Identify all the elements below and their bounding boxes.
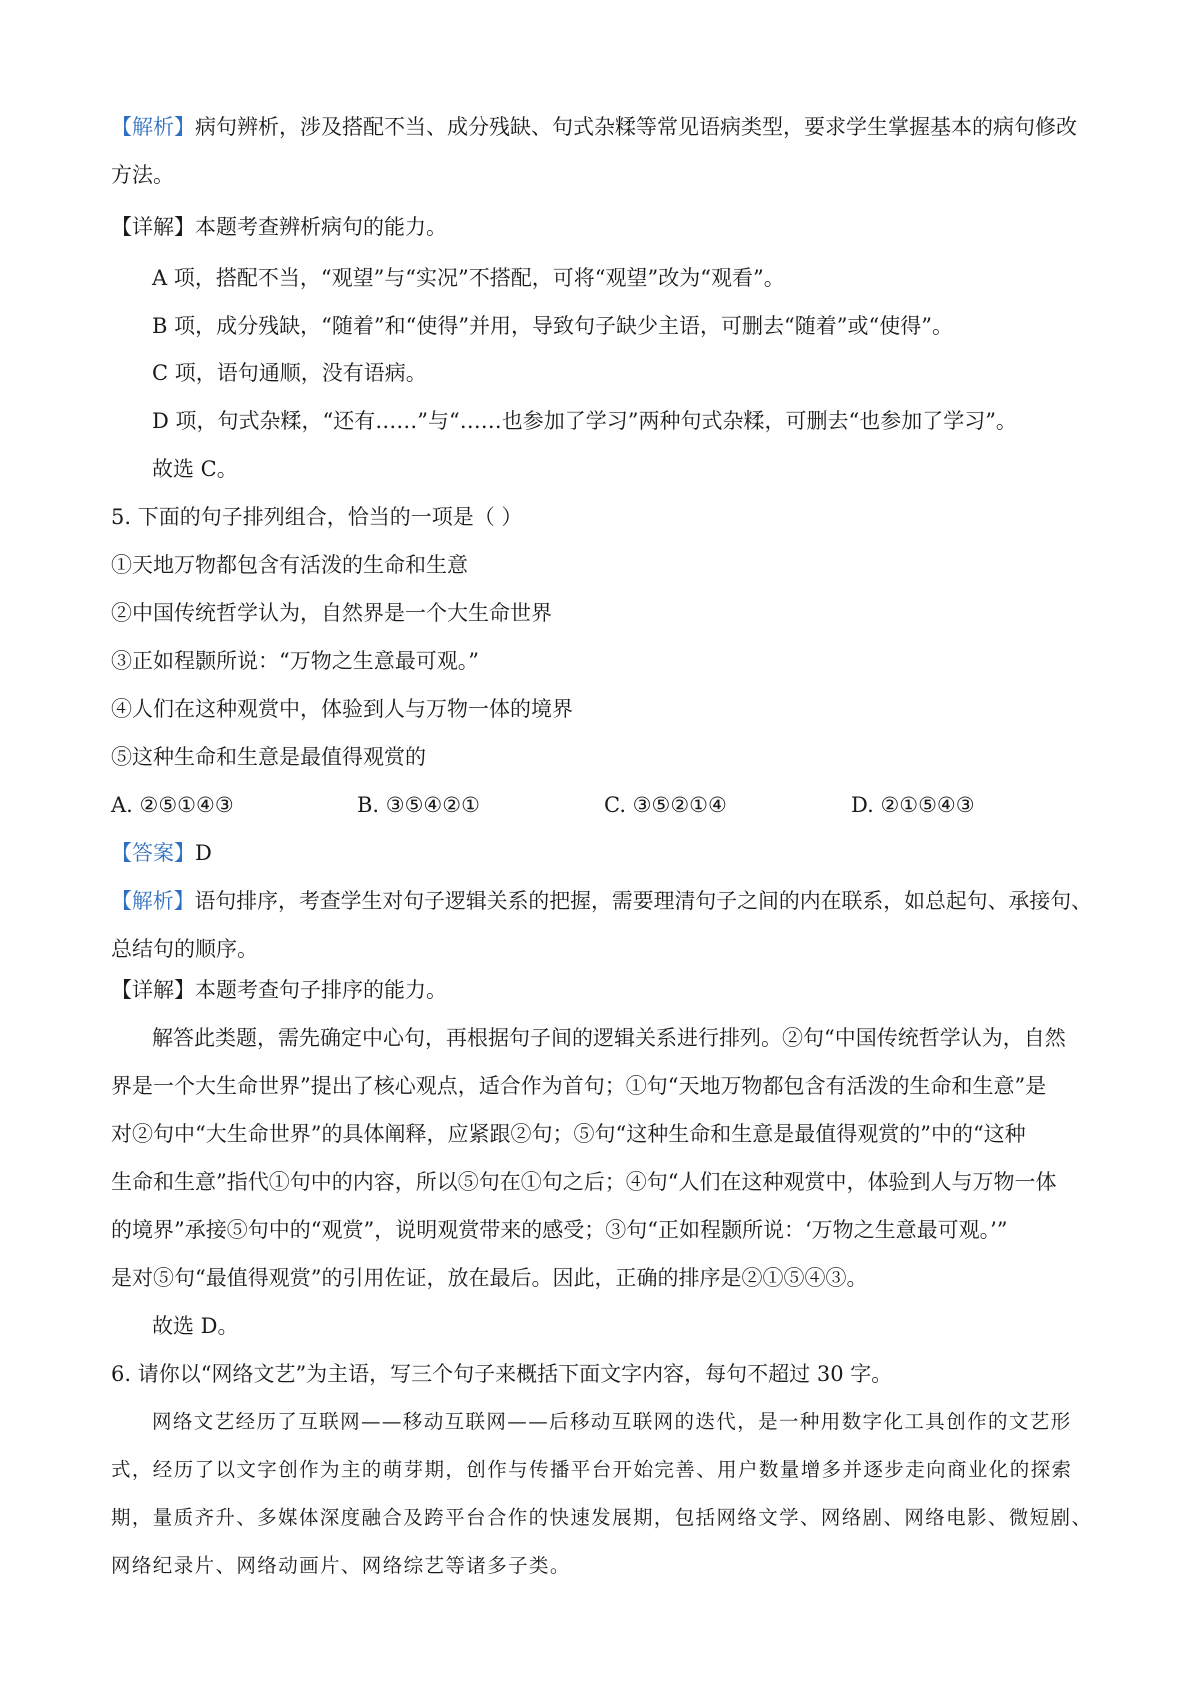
- option-c: C. ③⑤②①④: [604, 793, 727, 817]
- detail-text: 本题考查辨析病句的能力。: [195, 215, 447, 239]
- answer-tag: 【答案】: [111, 841, 195, 865]
- detail-tag: 【详解】: [111, 215, 195, 239]
- q4-item-c: C 项，语句通顺，没有语病。: [152, 361, 427, 385]
- q5-sentence-2: ②中国传统哲学认为，自然界是一个大生命世界: [111, 601, 552, 625]
- detail-text: 本题考查句子排序的能力。: [195, 978, 447, 1002]
- q6-passage-line1: 网络文艺经历了互联网——移动互联网——后移动互联网的迭代，是一种用数字化工具创作的文艺形: [152, 1410, 1072, 1433]
- q4-item-a: A 项，搭配不当，“观望”与“实况”不搭配，可将“观望”改为“观看”。: [152, 266, 785, 290]
- q5-explain-line1: 解答此类题，需先确定中心句，再根据句子间的逻辑关系进行排列。②句“中国传统哲学认为，自然: [152, 1026, 1066, 1050]
- q4-analysis-line2: 方法。: [111, 163, 174, 187]
- q5-explain-line3: 对②句中“大生命世界”的具体阐释，应紧跟②句；⑤句“这种生命和生意是最值得观赏的”中的“这种: [111, 1122, 1026, 1146]
- q5-explain-line4: 生命和生意”指代①句中的内容，所以⑤句在①句之后；④句“人们在这种观赏中，体验到人与万物一体: [111, 1170, 1057, 1194]
- option-a: A. ②⑤①④③: [111, 793, 234, 817]
- q6-stem: 6. 请你以“网络文艺”为主语，写三个句子来概括下面文字内容，每句不超过 30 字。: [111, 1362, 893, 1386]
- q5-options: [0, 790, 1200, 820]
- analysis-tag: 【解析】: [111, 889, 195, 913]
- q6-passage-line2: 式，经历了以文字创作为主的萌芽期，创作与传播平台开始完善、用户数量增多并逐步走向商业化的探索: [111, 1458, 1073, 1481]
- q5-sentence-1: ①天地万物都包含有活泼的生命和生意: [111, 553, 468, 577]
- analysis-text: 语句排序，考查学生对句子逻辑关系的把握，需要理清句子之间的内在联系，如总起句、承接句、: [194, 889, 1092, 913]
- option-d: D. ②①⑤④③: [851, 793, 975, 817]
- detail-tag: 【详解】: [111, 978, 195, 1002]
- analysis-tag: 【解析】: [111, 115, 195, 139]
- q5-analysis-line1: [111, 886, 1092, 916]
- q5-detail: [111, 975, 447, 1005]
- answer-value: D: [195, 841, 212, 865]
- q4-item-d: D 项，句式杂糅，“还有……”与“……也参加了学习”两种句式杂糅，可删去“也参加了学习”。: [152, 409, 1017, 433]
- q5-sentence-5: ⑤这种生命和生意是最值得观赏的: [111, 745, 426, 769]
- q5-stem: 5. 下面的句子排列组合，恰当的一项是（ ）: [111, 505, 523, 529]
- q5-answer: [111, 838, 212, 868]
- q5-sentence-4: ④人们在这种观赏中，体验到人与万物一体的境界: [111, 697, 573, 721]
- q6-passage-line3: 期，量质齐升、多媒体深度融合及跨平台合作的快速发展期，包括网络文学、网络剧、网络电影、微短剧、: [111, 1506, 1093, 1529]
- q5-explain-line5: 的境界”承接⑤句中的“观赏”，说明观赏带来的感受；③句“正如程颢所说：‘万物之生意最可观。’”: [111, 1218, 1008, 1242]
- q5-choose: 故选 D。: [152, 1314, 239, 1338]
- q5-sentence-3: ③正如程颢所说：“万物之生意最可观。”: [111, 649, 479, 673]
- q4-choose: 故选 C。: [152, 457, 238, 481]
- q4-analysis-line1: [111, 112, 1077, 142]
- q6-passage-line4: 网络纪录片、网络动画片、网络综艺等诸多子类。: [111, 1554, 571, 1577]
- q5-analysis-line2: 总结句的顺序。: [111, 937, 258, 961]
- analysis-text: 病句辨析，涉及搭配不当、成分残缺、句式杂糅等常见语病类型，要求学生掌握基本的病句修改: [195, 115, 1077, 139]
- q4-detail: [111, 212, 447, 242]
- option-b: B. ③⑤④②①: [357, 793, 480, 817]
- q5-explain-line2: 界是一个大生命世界”提出了核心观点，适合作为首句；①句“天地万物都包含有活泼的生命和生意”是: [111, 1074, 1047, 1098]
- q5-explain-line6: 是对⑤句“最值得观赏”的引用佐证，放在最后。因此，正确的排序是②①⑤④③。: [111, 1266, 868, 1290]
- q4-item-b: B 项，成分残缺，“随着”和“使得”并用，导致句子缺少主语，可删去“随着”或“使得”。: [152, 314, 953, 338]
